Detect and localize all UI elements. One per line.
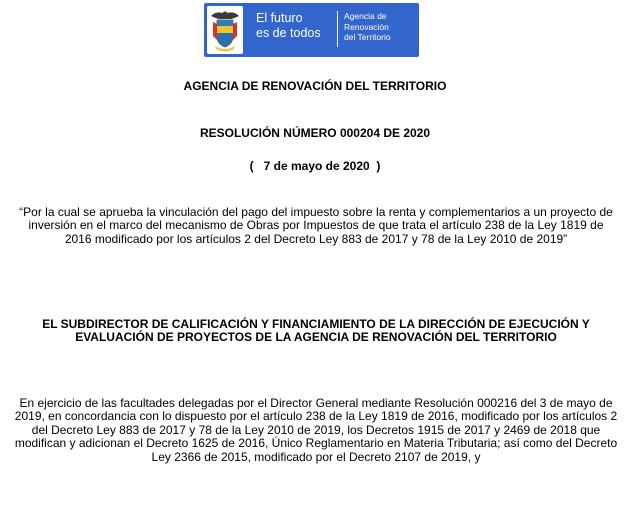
preamble-paragraph: En ejercicio de las facultades delegadas por el Director General mediante Resolución 000216 del 3 de mayo de 2019, en concordancia con lo dispuesto por el artículo 238 de la Ley 1819 de 2016, modificado por los artículos 2 del Decreto Ley 883 de 2017 y 78 de la Ley 2010 de 2019, los Decretos 1915 de 2017 y 2469 de 2018 que modifican y adicionan el Decreto 1625 de 2016, Único Reglamentario en Materia Tributaria; así como del Decreto Ley 2366 de 2015, modificado por el Decreto 2107 de 2019, y	[14, 396, 618, 464]
logo-divider	[337, 11, 338, 47]
resolution-subject: “Por la cual se aprueba la vinculación del pago del impuesto sobre la renta y complementarios a un proyecto de inversión en el marco del mecanismo de Obras por Impuestos de que trata el artículo 238 de la Ley 1819 de 2016 modificado por los artículos 2 del Decreto Ley 883 de 2017 y 78 de la Ley 2010 de 2019”	[19, 205, 613, 246]
signatory-heading: EL SUBDIRECTOR DE CALIFICACIÓN Y FINANCIAMIENTO DE LA DIRECCIÓN DE EJECUCIÓN Y EVALUACIÓN DE PROYECTOS DE LA AGENCIA DE RENOVACIÓN DEL TERRITORIO	[42, 317, 590, 345]
logo-slogan: El futuro es de todos	[256, 11, 321, 40]
colombia-coat-of-arms-icon	[207, 6, 243, 54]
resolution-number: RESOLUCIÓN NÚMERO 000204 DE 2020	[199, 126, 431, 140]
logo-agency-name: Agencia de Renovación del Territorio	[344, 11, 391, 42]
agency-title: AGENCIA DE RENOVACIÓN DEL TERRITORIO	[183, 79, 447, 93]
resolution-date: ( 7 de mayo de 2020 )	[249, 159, 381, 173]
